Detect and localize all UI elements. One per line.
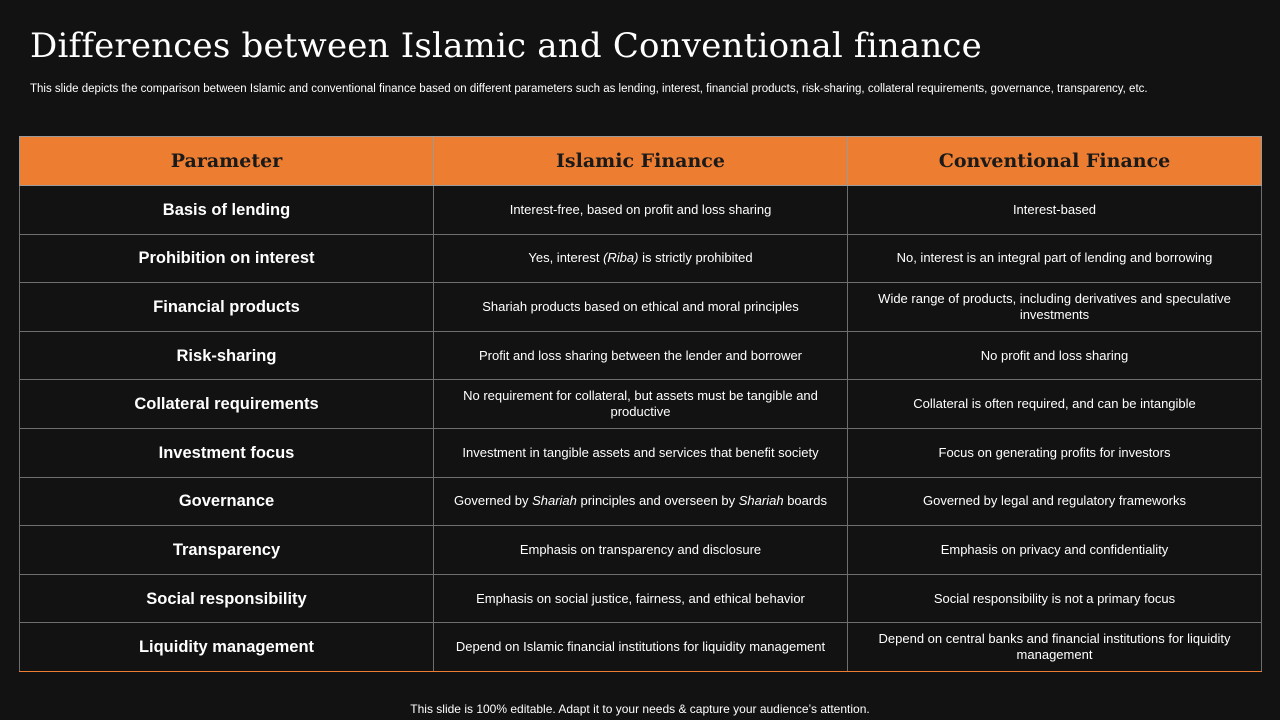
text-segment: boards [783, 493, 827, 509]
parameter-cell: Governance [20, 477, 434, 526]
table-row [20, 186, 1262, 235]
slide-title: Differences between Islamic and Conventional finance [30, 26, 982, 66]
islamic-cell: Shariah products based on ethical and moral principles [434, 283, 848, 332]
slide-subtitle: This slide depicts the comparison between Islamic and conventional finance based on different parameters such as lending, interest, financial products, risk-sharing, collateral requirements, governance, transparency, etc. [30, 83, 1148, 95]
conventional-cell: Social responsibility is not a primary focus [848, 574, 1262, 623]
islamic-cell: No requirement for collateral, but assets must be tangible and productive [434, 380, 848, 429]
table-row [20, 428, 1262, 477]
parameter-cell: Risk-sharing [20, 331, 434, 380]
conventional-cell: Emphasis on privacy and confidentiality [848, 526, 1262, 575]
islamic-cell: Profit and loss sharing between the lender and borrower [434, 331, 848, 380]
table-row [20, 623, 1262, 672]
islamic-cell: Investment in tangible assets and services that benefit society [434, 428, 848, 477]
conventional-cell: Governed by legal and regulatory frameworks [848, 477, 1262, 526]
slide-footer-note: This slide is 100% editable. Adapt it to your needs & capture your audience’s attention. [410, 702, 870, 716]
table-row [20, 283, 1262, 332]
table-row [20, 380, 1262, 429]
parameter-cell: Collateral requirements [20, 380, 434, 429]
conventional-cell: Interest-based [848, 186, 1262, 235]
parameter-cell: Prohibition on interest [20, 234, 434, 283]
header-islamic-finance: Islamic Finance [434, 137, 848, 186]
islamic-cell: Interest-free, based on profit and loss sharing [434, 186, 848, 235]
table-row [20, 574, 1262, 623]
conventional-cell: Focus on generating profits for investors [848, 428, 1262, 477]
table-header-row [20, 137, 1262, 186]
header-parameter: Parameter [20, 137, 434, 186]
conventional-cell: Collateral is often required, and can be intangible [848, 380, 1262, 429]
table-row [20, 331, 1262, 380]
text-segment: is strictly prohibited [638, 250, 753, 266]
conventional-cell: No profit and loss sharing [848, 331, 1262, 380]
table-row [20, 477, 1262, 526]
table-row [20, 526, 1262, 575]
text-segment: principles and overseen by [576, 493, 739, 509]
islamic-cell [434, 477, 848, 526]
conventional-cell: No, interest is an integral part of lending and borrowing [848, 234, 1262, 283]
table-row [20, 234, 1262, 283]
islamic-cell [434, 234, 848, 283]
text-segment: Yes, interest [528, 250, 604, 266]
parameter-cell: Liquidity management [20, 623, 434, 672]
parameter-cell: Basis of lending [20, 186, 434, 235]
parameter-cell: Social responsibility [20, 574, 434, 623]
comparison-table [19, 136, 1262, 672]
parameter-cell: Investment focus [20, 428, 434, 477]
conventional-cell: Depend on central banks and financial institutions for liquidity management [848, 623, 1262, 672]
header-conventional-finance: Conventional Finance [848, 137, 1262, 186]
italic-term: (Riba) [603, 250, 639, 266]
italic-term: Shariah [532, 493, 577, 509]
islamic-cell: Emphasis on social justice, fairness, and ethical behavior [434, 574, 848, 623]
italic-term: Shariah [738, 493, 784, 509]
parameter-cell: Transparency [20, 526, 434, 575]
islamic-cell: Emphasis on transparency and disclosure [434, 526, 848, 575]
text-segment: Governed by [454, 493, 533, 509]
conventional-cell: Wide range of products, including derivatives and speculative investments [848, 283, 1262, 332]
parameter-cell: Financial products [20, 283, 434, 332]
islamic-cell: Depend on Islamic financial institutions for liquidity management [434, 623, 848, 672]
